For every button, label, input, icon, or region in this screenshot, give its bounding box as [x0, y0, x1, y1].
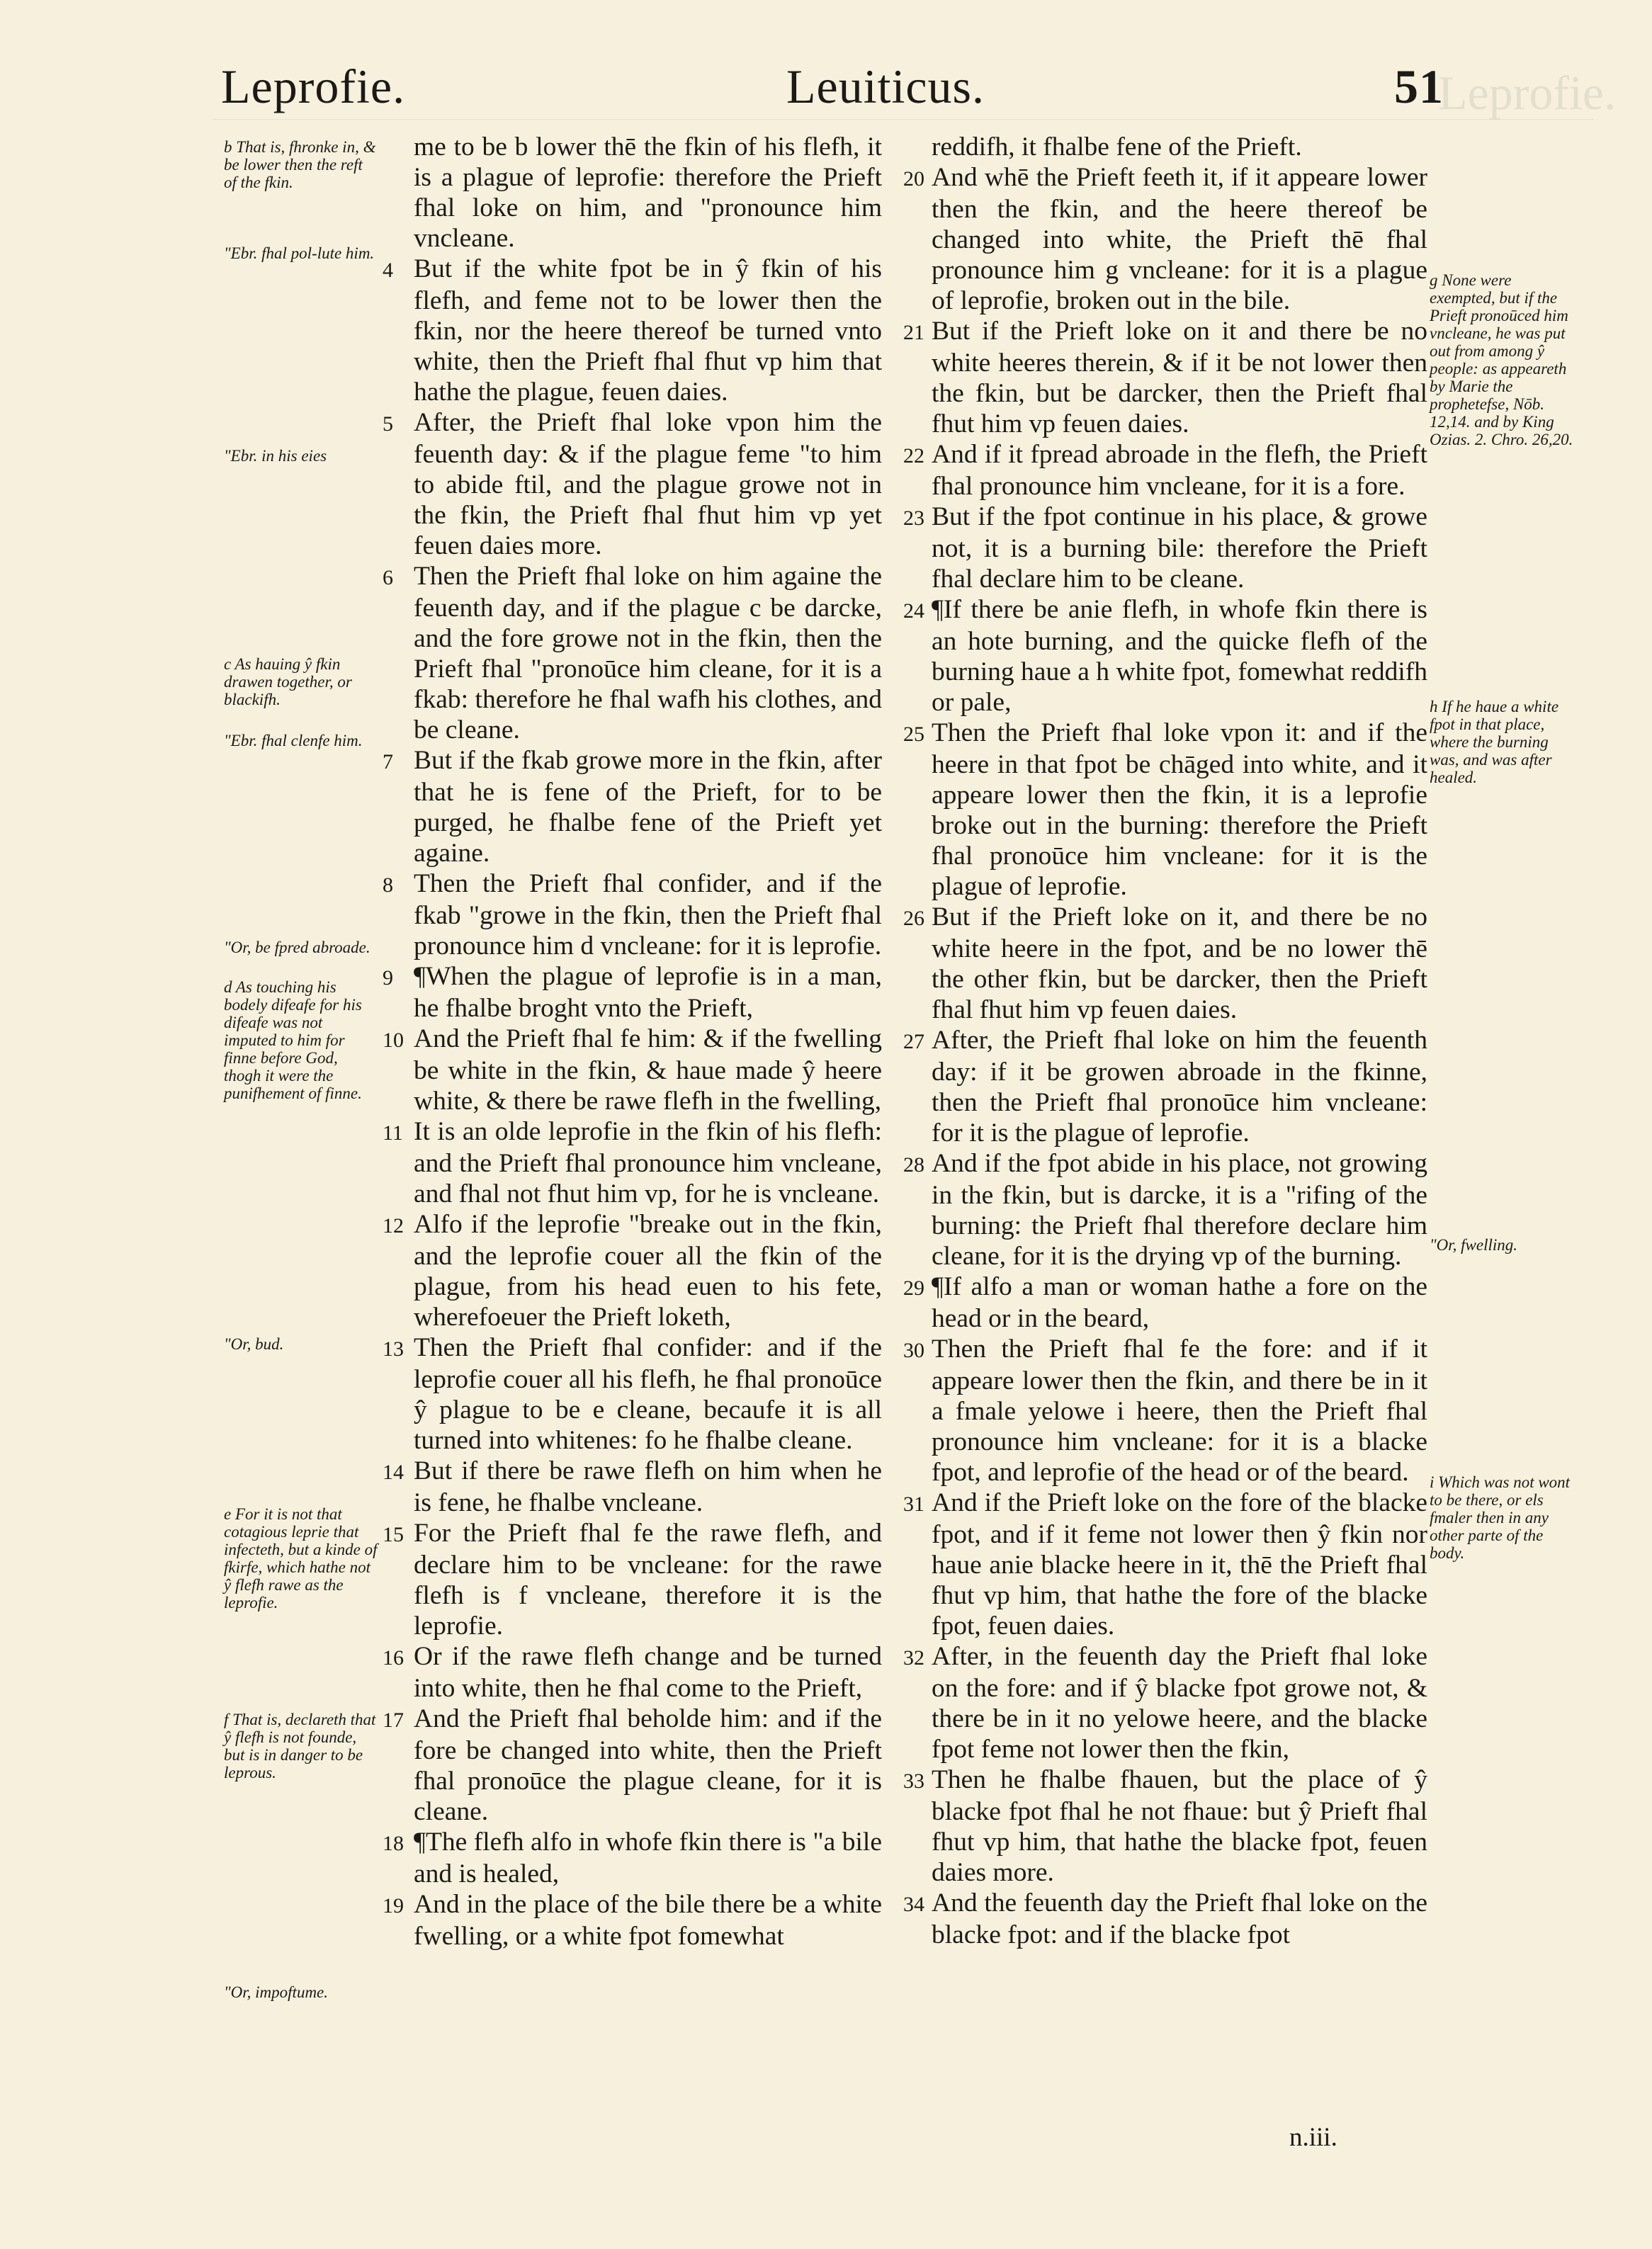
- verse: 26 But if the Prieft loke on it, and there be no white heere in the fpot, and be no lower thē the other fkin, but be darcker, then the Prieft fhal fhut him vp feuen daies.: [903, 902, 1427, 1024]
- verse: 22 And if it fpread abroade in the flefh, the Prieft fhal pronounce him vncleane, for it is a fore.: [903, 440, 1427, 501]
- margin-note: "Or, bud.: [224, 1335, 284, 1353]
- verse: 18 ¶The flefh alfo in whofe fkin there is "a bile and is healed,: [383, 1828, 882, 1888]
- margin-note: g None were exempted, but if the Prieft pronoūced him vncleane, he was put out from among ŷ people: as appeareth by Marie the prophetefse, Nōb. 12,14. and by King Ozias. 2. Chro. 26,20.: [1430, 271, 1573, 448]
- verse: 29 ¶If alfo a man or woman hathe a fore on the head or in the beard,: [903, 1272, 1427, 1333]
- verse: 4 But if the white fpot be in ŷ fkin of his flefh, and feme not to be lower then the fkin, nor the heere thereof be turned vnto white, then the Prieft fhal fhut vp him that hathe the plague, feuen daies.: [383, 254, 882, 407]
- verse: 5 After, the Prieft fhal loke vpon him the feuenth day: & if the plague feme "to him to abide ftil, and the plague growe not in the fkin, the Prieft fhal fhut him vp yet feuen daies more.: [383, 408, 882, 560]
- verse: 8 Then the Prieft fhal confider, and if the fkab "growe in the fkin, then the Prieft fhal pronounce him d vncleane: for it is leprofie.: [383, 869, 882, 961]
- text-column-left: [383, 132, 882, 2012]
- margin-note: h If he haue a white fpot in that place, where the burning was, and was after healed.: [1430, 698, 1559, 786]
- verse: 6 Then the Prieft fhal loke on him againe the feuenth day, and if the plague c be darcke, and the fore growe not in the fkin, then the Prieft fhal "pronoūce him cleane, for it is a fkab: therefore he fhal wafh his clothes, and be cleane.: [383, 562, 882, 744]
- verse: 20 And whē the Prieft feeth it, if it appeare lower then the fkin, and the heere thereof be changed into white, the Prieft thē fhal pronounce him g vncleane: for it is a plague of leprofie, broken out in the bile.: [903, 163, 1427, 315]
- verse: 25 Then the Prieft fhal loke vpon it: and if the heere in that fpot be chāged into white, and it appeare lower then the fkin, it is a leprofie broke out in the burning: therefore the Prieft fhal pronoūce him vncleane: for it is the plague of leprofie.: [903, 718, 1427, 901]
- verse: 14 But if there be rawe flefh on him when he is fene, he fhalbe vncleane.: [383, 1456, 882, 1517]
- margin-note: f That is, declareth that ŷ flefh is not founde, but is in danger to be leprous.: [224, 1711, 376, 1781]
- verse: [383, 1982, 882, 2012]
- margin-note: d As touching his bodely difeafe for his difeafe was not imputed to him for finne before God, thogh it were the punifhement of finne.: [224, 978, 362, 1102]
- margin-note: "Ebr. fhal clenfe him.: [224, 732, 363, 749]
- folio-number: 51: [1394, 60, 1444, 113]
- margin-note: i Which was not wont to be there, or els fmaler then in any other parte of the body.: [1430, 1473, 1571, 1562]
- verse: [383, 1951, 882, 1982]
- verse: me to be b lower thē the fkin of his flefh, it is a plague of leprofie: therefore the Prieft fhal loke on him, and "pronounce him vncleane.: [414, 132, 882, 253]
- verse: 19 And in the place of the bile there be a white fwelling, or a white fpot fomewhat: [383, 1890, 882, 1951]
- verse: 16 Or if the rawe flefh change and be turned into white, then he fhal come to the Prieft,: [383, 1642, 882, 1703]
- verse: 12 Alfo if the leprofie "breake out in the fkin, and the leprofie couer all the fkin of the plague, from his head euen to his fete, wherefoeuer the Prieft loketh,: [383, 1210, 882, 1332]
- verse: 27 After, the Prieft fhal loke on him the feuenth day: if it be growen abroade in the fkinne, then the Prieft fhal pronoūce him vncleane: for it is the plague of leprofie.: [903, 1026, 1427, 1148]
- bleed-through-text: Leprofie.: [1438, 66, 1617, 120]
- verse: 23 But if the fpot continue in his place, & growe not, it is a burning bile: therefore the Prieft fhal declare him to be cleane.: [903, 502, 1427, 594]
- verse: 17 And the Prieft fhal beholde him: and if the fore be changed into white, then the Prieft fhal pronoūce the plague cleane, for it is cleane.: [383, 1704, 882, 1826]
- verse: 24 ¶If there be anie flefh, in whofe fkin there is an hote burning, and the quicke flefh of the burning haue a h white fpot, fomewhat reddifh or pale,: [903, 595, 1427, 717]
- margin-note: "Ebr. in his eies: [224, 447, 327, 465]
- verse: 21 But if the Prieft loke on it and there be no white heeres therein, & if it be not lower then the fkin, but be darcker, then the Prieft fhal fhut him vp feuen daies.: [903, 317, 1427, 438]
- verse: 30 Then the Prieft fhal fe the fore: and if it appeare lower then the fkin, and there be in it a fmale yelowe i heere, then the Prieft fhal pronounce him vncleane: for it is a blacke fpot, and leprofie of the head or of the beard.: [903, 1335, 1427, 1487]
- verse: 31 And if the Prieft loke on the fore of the blacke fpot, and if it feme not lower then ŷ fkin nor haue anie blacke heere in it, thē the Prieft fhal fhut vp him, that hathe the fore of the blacke fpot, feuen daies.: [903, 1488, 1427, 1641]
- verse: 28 And if the fpot abide in his place, not growing in the fkin, but is darcke, it is a "rifing of the burning: the Prieft fhal therefore declare him cleane, for it is the drying vp of the burning.: [903, 1149, 1427, 1271]
- verse: 15 For the Prieft fhal fe the rawe flefh, and declare him to be vncleane: for the rawe flefh is f vncleane, therefore it is the leprofie.: [383, 1519, 882, 1641]
- verse: 11 It is an olde leprofie in the fkin of his flefh: and the Prieft fhal pronounce him vncleane, and fhal not fhut him vp, for he is vncleane.: [383, 1117, 882, 1208]
- verse: 13 Then the Prieft fhal confider: and if the leprofie couer all his flefh, he fhal pronoūce ŷ plague to be e cleane, becaufe it is all turned into whitenes: fo he fhalbe cleane.: [383, 1333, 882, 1455]
- running-head-left: Leprofie.: [221, 60, 406, 113]
- verse: 34 And the feuenth day the Prieft fhal loke on the blacke fpot: and if the blacke fpot: [903, 1888, 1427, 1949]
- signature-mark: n.iii.: [1289, 2123, 1337, 2152]
- margin-note: c As hauing ŷ fkin drawen together, or blackifh.: [224, 655, 352, 708]
- margin-note: b That is, fhronke in, & be lower then the reft of the fkin.: [224, 138, 376, 191]
- verse: 33 Then he fhalbe fhauen, but the place of ŷ blacke fpot fhal he not fhaue: but ŷ Prieft fhal fhut vp him, that hathe the blacke fpot, feuen daies more.: [903, 1765, 1427, 1887]
- margin-note: e For it is not that cotagious leprie that infecteth, but a kinde of fkirfe, which hathe not ŷ flefh rawe as the leprofie.: [224, 1505, 378, 1611]
- verse: reddifh, it fhalbe fene of the Prieft.: [932, 132, 1302, 162]
- header-rule: [213, 119, 1594, 120]
- text-column-right: [903, 132, 1427, 1950]
- running-head-center: Leuiticus.: [786, 60, 985, 113]
- verse: 9 ¶When the plague of leprofie is in a man, he fhalbe broght vnto the Prieft,: [383, 962, 882, 1023]
- margin-note: "Or, be fpred abroade.: [224, 939, 370, 956]
- margin-note: "Or, impoftume.: [224, 1983, 329, 2001]
- verse: 32 After, in the feuenth day the Prieft fhal loke on the fore: and if ŷ blacke fpot growe not, & there be in it no yelowe heere, and the blacke fpot feme not lower then the fkin,: [903, 1642, 1427, 1764]
- margin-note: "Or, fwelling.: [1430, 1236, 1518, 1254]
- verse: 10 And the Prieft fhal fe him: & if the fwelling be white in the fkin, & haue made ŷ heere white, & there be rawe flefh in the fwelling,: [383, 1024, 882, 1116]
- margin-note: "Ebr. fhal pol-lute him.: [224, 244, 375, 262]
- verse: 7 But if the fkab growe more in the fkin, after that he is fene of the Prieft, for to be purged, he fhalbe fene of the Prieft yet againe.: [383, 746, 882, 868]
